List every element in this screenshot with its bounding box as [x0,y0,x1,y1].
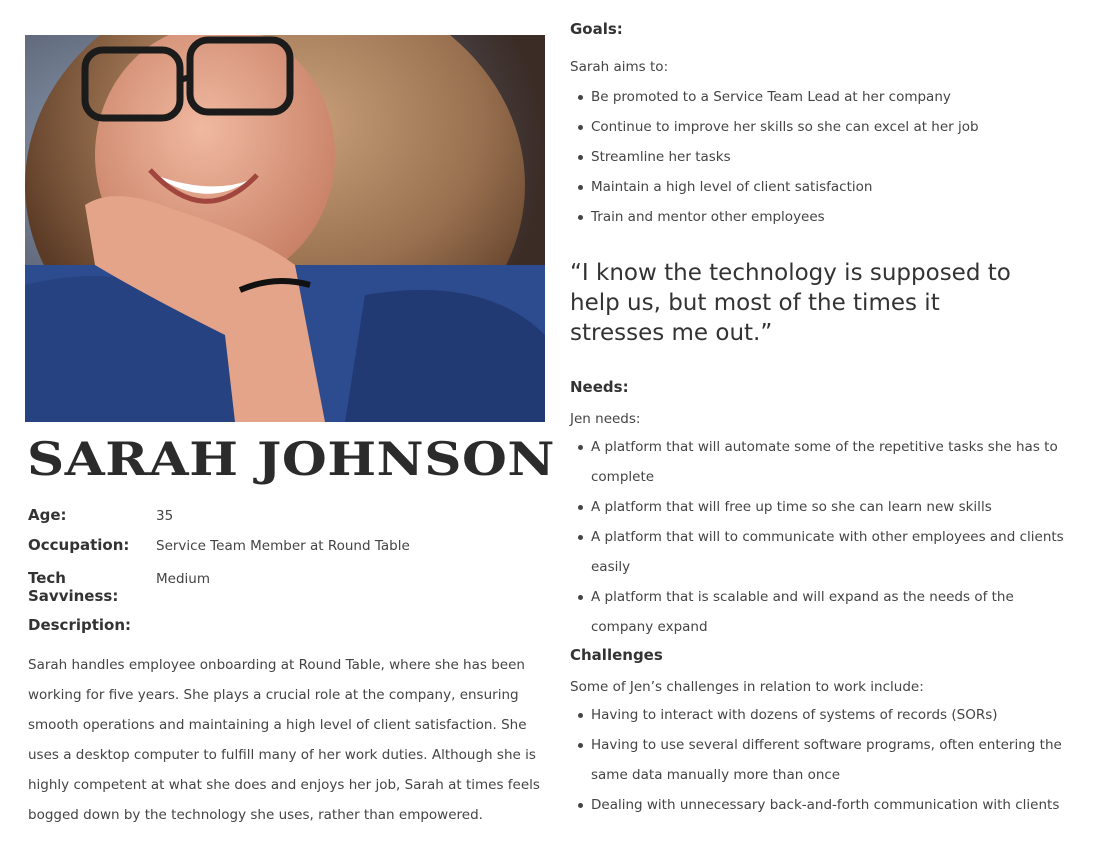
fact-value: Medium [156,571,210,587]
list-item: Dealing with unnecessary back-and-forth communication with clients [570,790,1080,820]
portrait-illustration [25,35,545,422]
persona-facts [28,506,548,603]
goals-list [570,82,1080,232]
needs-intro: Jen needs: [570,411,641,427]
persona-name: SARAH JOHNSON [27,432,556,486]
description-heading: Description: [28,616,132,634]
fact-label: Age: [28,506,67,524]
challenges-heading: Challenges [570,646,663,664]
fact-label: Tech Savviness: [28,569,119,605]
list-item: A platform that will free up time so she can learn new skills [570,492,1080,522]
needs-section [570,378,1080,642]
fact-value: Service Team Member at Round Table [156,538,410,554]
goals-section [570,20,1080,232]
goals-intro: Sarah aims to: [570,59,669,75]
list-item: A platform that is scalable and will expand as the needs of the company expand [570,582,1080,642]
fact-age [28,506,548,536]
fact-occupation [28,536,548,566]
list-item: Having to use several different software programs, often entering the same data manually more than once [570,730,1080,790]
goals-heading: Goals: [570,20,623,38]
list-item: Continue to improve her skills so she can excel at her job [570,112,1080,142]
challenges-intro: Some of Jen’s challenges in relation to work include: [570,679,924,695]
list-item: A platform that will automate some of the repetitive tasks she has to complete [570,432,1080,492]
fact-label: Occupation: [28,536,130,554]
list-item: Be promoted to a Service Team Lead at her company [570,82,1080,112]
fact-tech-savviness [28,569,548,603]
needs-heading: Needs: [570,378,629,396]
needs-list [570,432,1080,642]
challenges-list [570,700,1080,820]
description-text: Sarah handles employee onboarding at Round Table, where she has been working for five years. She plays a crucial role at the company, ensuring smooth operations and maintaining a high level of client satisfaction. She uses a desktop computer to fulfill many of her work duties. Although she is highly competent at what she does and enjoys her job, Sarah at times feels bogged down by the technology she uses, rather than empowered. [28,657,540,823]
list-item: Train and mentor other employees [570,202,1080,232]
persona-photo [25,35,545,422]
list-item: Maintain a high level of client satisfaction [570,172,1080,202]
challenges-section [570,646,1080,820]
fact-value: 35 [156,508,174,524]
persona-quote: “I know the technology is supposed to help us, but most of the times it stresses me out.” [570,260,1011,346]
list-item: Streamline her tasks [570,142,1080,172]
list-item: Having to interact with dozens of systems of records (SORs) [570,700,1080,730]
list-item: A platform that will to communicate with other employees and clients easily [570,522,1080,582]
